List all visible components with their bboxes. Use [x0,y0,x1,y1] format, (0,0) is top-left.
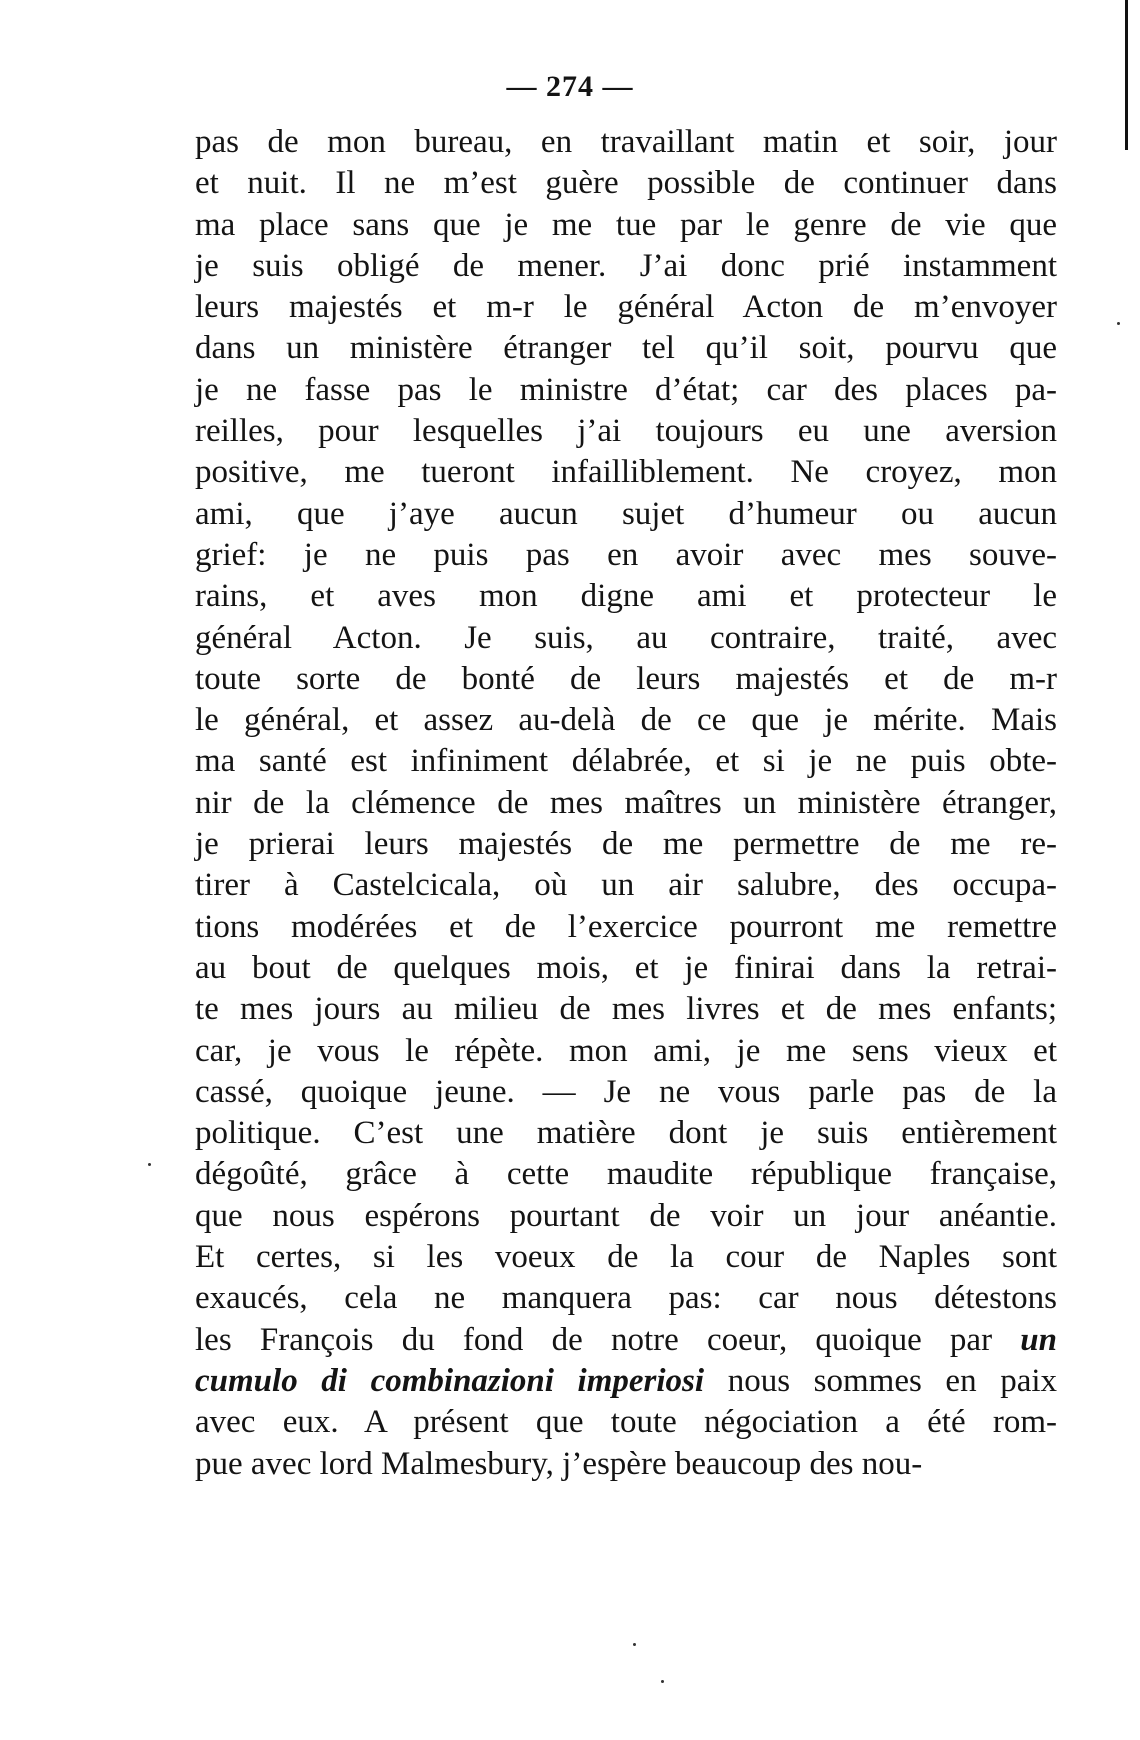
text-line: avec eux. A présent que toute négociation a été rom- [195,1404,1057,1441]
text-line: ma santé est infiniment délabrée, et si je ne puis obte- [195,743,1057,780]
text-line: dégoûté, grâce à cette maudite république française, [195,1156,1057,1193]
text-line: positive, me tueront infailliblement. Ne croyez, mon [195,454,1057,491]
text-line: toute sorte de bonté de leurs majestés et de m-r [195,660,1057,697]
text-line: cumulo di combinazioni imperiosi nous sommes en paix [195,1362,1058,1399]
italic-text: un [1020,1321,1057,1358]
text-line: nir de la clémence de mes maîtres un ministère étranger, [195,784,1057,821]
text-line: dans un ministère étranger tel qu’il soit, pourvu que [195,330,1057,367]
text-line: politique. C’est une matière dont je suis entièrement [195,1115,1057,1152]
text-line: pas de mon bureau, en travaillant matin et soir, jour [195,124,1057,160]
text-line: leurs majestés et m-r le général Acton de m’envoyer [195,289,1057,326]
body-text [195,122,1057,1485]
text-line: au bout de quelques mois, et je finirai dans la retrai- [195,949,1057,986]
text-line: général Acton. Je suis, au contraire, traité, avec [195,619,1057,656]
text-line: je prierai leurs majestés de me permettre de me re- [195,826,1057,863]
text-line: les François du fond de notre coeur, quoique par un [195,1321,1057,1358]
text-line: Et certes, si les voeux de la cour de Naples sont [195,1239,1057,1276]
text-line: cassé, quoique jeune. — Je ne vous parle pas de la [195,1073,1057,1110]
text-line: ami, que j’aye aucun sujet d’humeur ou aucun [195,495,1057,532]
text-line: tirer à Castelcicala, où un air salubre, des occupa- [195,867,1057,904]
italic-text: cumulo di combinazioni imperiosi [195,1362,705,1399]
text-line: grief: je ne puis pas en avoir avec mes souve- [195,536,1057,573]
text-line: exaucés, cela ne manquera pas: car nous détestons [195,1280,1057,1317]
text-line: ma place sans que je me tue par le genre de vie que [195,206,1057,243]
text-line: reilles, pour lesquelles j’ai toujours eu une aversion [195,413,1057,450]
text-line: je ne fasse pas le ministre d’état; car des places pa- [195,371,1057,408]
text-line: pue avec lord Malmesbury, j’espère beaucoup des nou- [195,1445,923,1482]
scan-speck [148,1163,151,1166]
text-line: et nuit. Il ne m’est guère possible de continuer dans [195,165,1057,202]
text-line: je suis obligé de mener. J’ai donc prié instamment [195,247,1057,284]
scan-speck [633,1643,636,1646]
text-line: rains, et aves mon digne ami et protecteur le [195,578,1057,615]
scan-speck [1117,322,1120,325]
scan-speck [661,1680,664,1683]
text-line: car, je vous le répète. mon ami, je me sens vieux et [195,1032,1057,1069]
text-line: tions modérées et de l’exercice pourront me remettre [195,908,1057,945]
text-line: te mes jours au milieu de mes livres et de mes enfants; [195,991,1057,1028]
page-number: — 274 — [506,70,634,103]
text-line: que nous espérons pourtant de voir un jour anéantie. [195,1197,1057,1234]
text-line: le général, et assez au-delà de ce que je mérite. Mais [195,702,1057,739]
